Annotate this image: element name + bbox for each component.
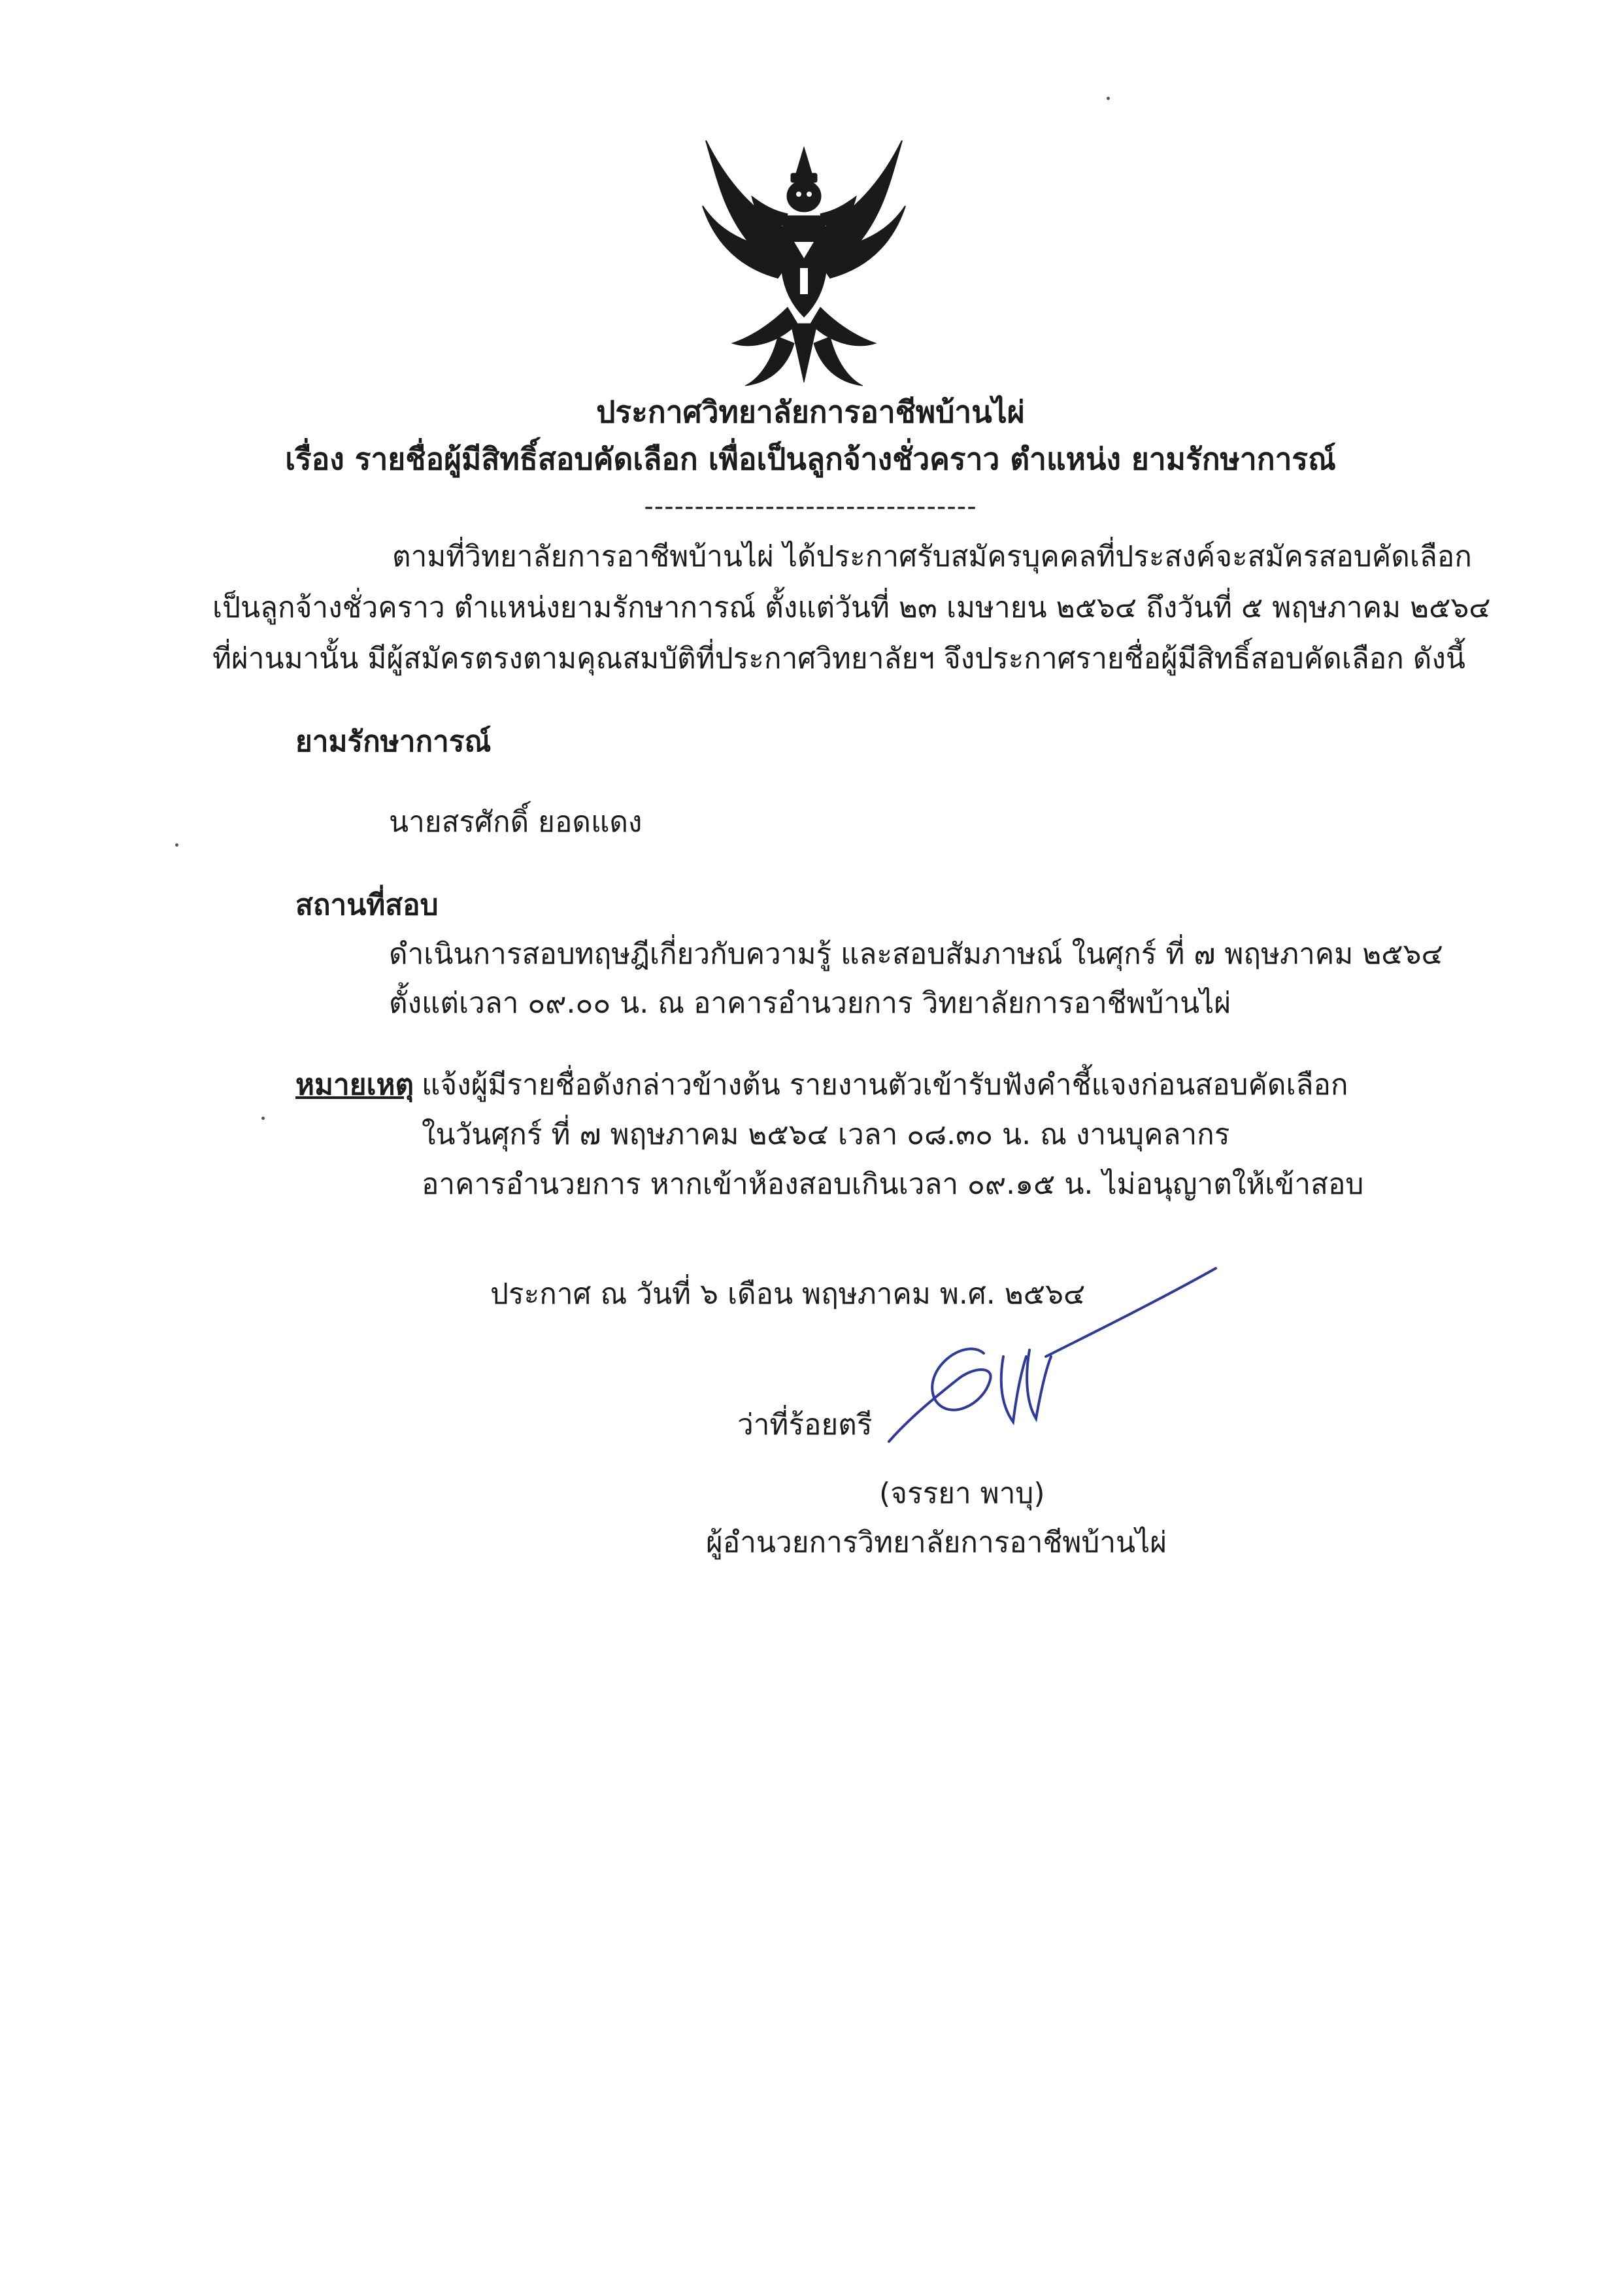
remark-line-3: อาคารอำนวยการ หากเข้าห้องสอบเกินเวลา ๐๙.๑๕ น. ไม่อนุญาตให้เข้าสอบ [422,1168,1364,1201]
document-subject: เรื่อง รายชื่อผู้มีสิทธิ์สอบคัดเลือก เพื่อเป็นลูกจ้างชั่วคราว ตำแหน่ง ยามรักษาการณ์ [285,441,1336,477]
scan-speck [1107,97,1110,100]
handwritten-signature-icon [850,1258,1242,1494]
signatory-title: ผู้อำนวยการวิทยาลัยการอาชีพบ้านไผ่ [706,1526,1167,1559]
venue-heading: สถานที่สอบ [295,888,439,922]
scan-speck [175,843,178,847]
announcement-date: ประกาศ ณ วันที่ ๖ เดือน พฤษภาคม พ.ศ. ๒๕๖๔ [490,1277,1086,1311]
venue-line-2: ตั้งแต่เวลา ๐๙.๐๐ น. ณ อาคารอำนวยการ วิทยาลัยการอาชีพบ้านไผ่ [389,987,1231,1020]
document-title: ประกาศวิทยาลัยการอาชีพบ้านไผ่ [596,394,1025,430]
venue-line-1: ดำเนินการสอบทฤษฎีเกี่ยวกับความรู้ และสอบสัมภาษณ์ ในศุกร์ ที่ ๗ พฤษภาคม ๒๕๖๔ [389,937,1443,971]
title-separator: --------------------------------- [644,492,977,522]
intro-line-3: ที่ผ่านมานั้น มีผู้สมัครตรงตามคุณสมบัติที่ประกาศวิทยาลัยฯ จึงประกาศรายชื่อผู้มีสิทธิ์สอบคัดเลือก ดังนี้ [212,642,1465,675]
candidate-name: นายสรศักดิ์ ยอดแดง [389,805,643,839]
intro-line-2: เป็นลูกจ้างชั่วคราว ตำแหน่งยามรักษาการณ์ ตั้งแต่วันที่ ๒๓ เมษายน ๒๕๖๔ ถึงวันที่ ๕ พฤษภาคม ๒๕๖๔ [212,591,1491,624]
remark-label: หมายเหตุ [295,1068,414,1102]
garuda-emblem-icon [680,127,928,389]
intro-line-1: ตามที่วิทยาลัยการอาชีพบ้านไผ่ ได้ประกาศรับสมัครบุคคลที่ประสงค์จะสมัครสอบคัดเลือก [392,540,1472,573]
remark-line-2: ในวันศุกร์ ที่ ๗ พฤษภาคม ๒๕๖๔ เวลา ๐๘.๓๐ น. ณ งานบุคลากร [422,1118,1230,1151]
signature-rank: ว่าที่ร้อยตรี [737,1408,873,1442]
remark-line-1: แจ้งผู้มีรายชื่อดังกล่าวข้างต้น รายงานตัวเข้ารับฟังคำชี้แจงก่อนสอบคัดเลือก [422,1068,1348,1102]
signatory-name: (จรรยา พาบุ) [879,1477,1045,1510]
position-heading: ยามรักษาการณ์ [295,725,492,758]
scan-speck [261,1117,265,1120]
